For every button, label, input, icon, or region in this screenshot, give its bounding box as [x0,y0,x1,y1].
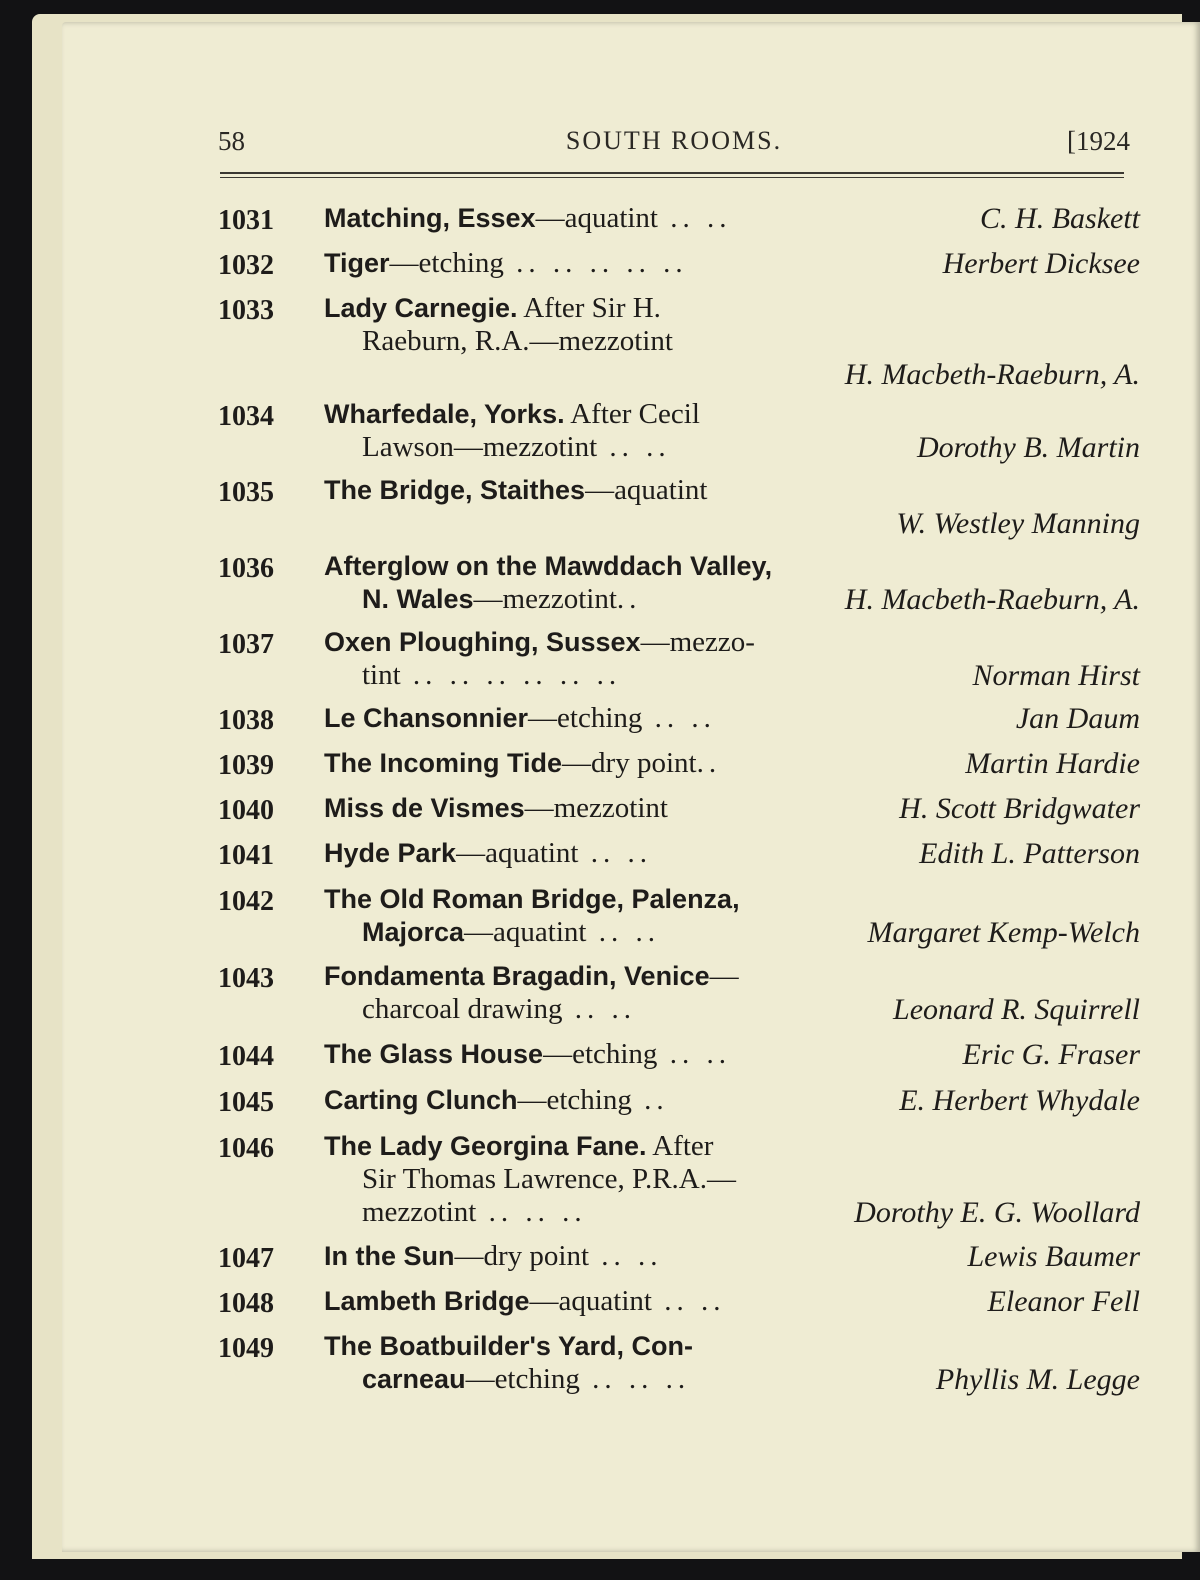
entry-medium: —aquatint [464,916,587,948]
entry-title: The Lady Georgina Fane. [324,1131,647,1161]
entry-artist: Herbert Dicksee [942,247,1140,280]
entry-title: The Bridge, Staithes [324,475,586,505]
entry-title: Wharfedale, Yorks. [324,399,565,429]
page-number: 58 [218,126,245,156]
entry-artist: Margaret Kemp-Welch [867,916,1140,949]
entry-artist: C. H. Baskett [980,202,1140,235]
entry-title: Le Chansonnier [324,703,529,733]
entry-title-cont: carneau [362,1364,466,1394]
entry-continuation: charcoal drawing [362,993,563,1025]
entry-artist: Phyllis M. Legge [935,1363,1140,1396]
entry-title: Afterglow on the Mawddach Valley, [324,551,773,581]
entry-title: Matching, Essex [324,203,536,233]
entry-artist: H. Scott Bridgwater [899,792,1140,825]
entry-number: 1042 [218,886,274,917]
entry-number: 1040 [218,795,274,826]
entry-title-rest: —mezzo- [640,626,755,658]
entry-title: The Glass House [324,1039,544,1069]
leader-dots: .. .. [651,1285,726,1317]
entry-number: 1039 [218,750,274,781]
entry-number: 1034 [218,401,274,432]
leader-dots: .. .. [642,702,716,734]
entry-artist: Leonard R. Squirrell [893,993,1140,1026]
leader-dots: .. .. [562,993,636,1025]
entry-medium: —dry point [562,747,697,779]
entry-title: Tiger [324,248,390,278]
entry-artist: Lewis Baumer [967,1240,1140,1273]
entry-continuation: tint [362,659,401,691]
entry-medium: —mezzotint [473,583,617,615]
entry-artist: Edith L. Patterson [919,837,1140,870]
entry-artist: W. Westley Manning [896,507,1140,540]
entry-title-rest: After Cecil [564,398,700,430]
entry-medium: —mezzotint [524,792,668,824]
entry-title-cont: Majorca [362,917,465,947]
entry-artist: Dorothy E. G. Woollard [854,1196,1140,1229]
leader-dots: .. .. [657,1038,731,1070]
entry-artist: Eleanor Fell [987,1285,1140,1318]
entry-number: 1038 [218,705,274,736]
entry-medium: mezzotint [362,1196,477,1228]
leader-dots: .. .. [578,837,652,869]
leader-dots: .. .. [658,202,732,234]
entry-artist: E. Herbert Whydale [899,1084,1140,1117]
entry-medium: —etching [543,1038,658,1070]
entry-title-cont: N. Wales [362,584,474,614]
entry-title: Miss de Vismes [324,793,525,823]
year: [1924 [1067,126,1130,156]
entry-title: Lady Carnegie. [324,293,518,323]
leader-dots: .. [631,1084,669,1116]
entry-artist: Jan Daum [1015,702,1140,735]
entry-number: 1041 [218,840,274,871]
entry-continuation: Sir Thomas Lawrence, P.R.A.— [362,1163,736,1195]
entry-title: In the Sun [324,1241,455,1271]
entry-number: 1035 [218,477,274,508]
entry-title: Hyde Park [324,838,457,868]
entry-number: 1032 [218,250,274,281]
entry-title: Carting Clunch [324,1085,518,1115]
entry-title: The Boatbuilder's Yard, Con- [324,1331,693,1361]
leader-dots: .. .. [597,431,671,463]
entry-number: 1045 [218,1087,274,1118]
entry-medium: —etching [389,247,504,279]
entry-title: Oxen Ploughing, Sussex [324,627,641,657]
leader-dots: .. .. .. .. .. [503,247,688,279]
entry-number: 1048 [218,1288,274,1319]
entry-title: Fondamenta Bragadin, Venice [324,961,710,991]
entry-continuation: Lawson—mezzotint [362,431,598,463]
entry-artist: Martin Hardie [965,747,1140,780]
entry-number: 1043 [218,963,274,994]
leader-dots: .. .. .. [579,1363,691,1395]
entry-medium: —aquatint [585,474,708,506]
entry-artist: Norman Hirst [972,659,1140,692]
entry-title: Lambeth Bridge [324,1286,530,1316]
entry-number: 1046 [218,1133,274,1164]
entry-title-rest: After Sir H. [517,292,661,324]
entry-title: The Old Roman Bridge, Palenza, [324,884,740,914]
entry-artist: H. Macbeth-Raeburn, A. [844,583,1140,616]
entry-number: 1037 [218,629,274,660]
entry-number: 1036 [218,553,274,584]
entry-medium: —dry point [454,1240,590,1272]
entry-number: 1031 [218,205,274,236]
entry-number: 1033 [218,295,274,326]
leader-dots: .. [616,583,642,615]
entry-artist: Eric G. Fraser [962,1038,1140,1071]
leader-dots: .. [696,747,722,779]
section-title: SOUTH ROOMS. [565,126,783,155]
entry-number: 1044 [218,1041,274,1072]
leader-dots: .. .. .. [476,1196,587,1228]
leader-dots: .. .. .. .. .. .. [400,659,622,691]
entry-title-rest: — [709,960,739,992]
entry-number: 1047 [218,1243,274,1274]
entry-medium: —aquatint [456,837,579,869]
leader-dots: .. .. [589,1240,663,1272]
entry-medium: —aquatint [535,202,658,234]
entry-medium: —etching [528,702,643,734]
entry-artist: H. Macbeth-Raeburn, A. [844,358,1140,391]
entry-title: The Incoming Tide [324,748,563,778]
entry-medium: —etching [517,1084,632,1116]
entry-number: 1049 [218,1333,274,1364]
entry-continuation: Raeburn, R.A.—mezzotint [362,325,673,357]
entry-medium: —etching [465,1363,580,1395]
entry-title-rest: After [646,1130,714,1162]
entry-artist: Dorothy B. Martin [916,431,1140,464]
leader-dots: .. .. [586,916,660,948]
entry-medium: —aquatint [529,1285,652,1317]
